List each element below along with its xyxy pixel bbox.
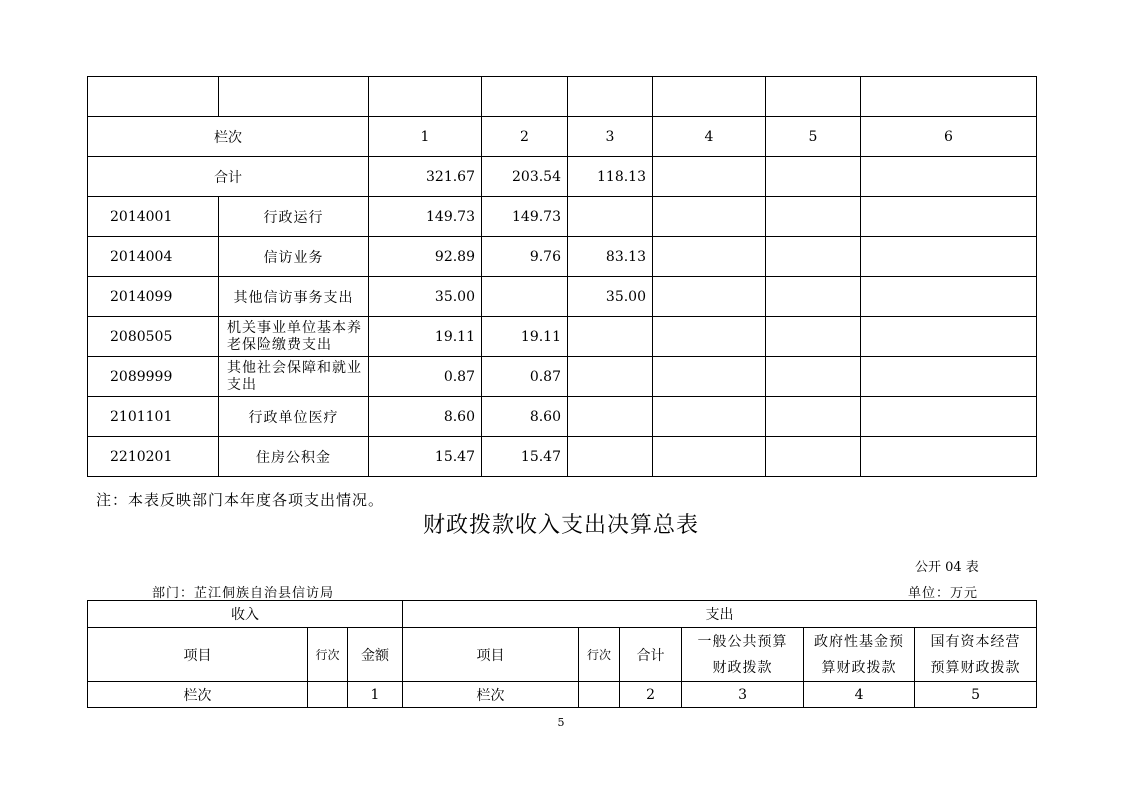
subject-code: 2101101 [88,397,219,437]
col-general-budget: 一般公共预算财政拨款 [682,628,804,682]
amount-cell: 9.76 [482,237,568,277]
total-value: 321.67 [369,157,482,197]
column-number: 1 [369,117,482,157]
total-value [766,157,861,197]
amount-cell [568,357,653,397]
summary-table [87,600,1037,708]
amount-cell [568,317,653,357]
expense-header: 支出 [403,601,1037,628]
subject-name: 其他信访事务支出 [219,277,369,317]
amount-cell: 15.47 [369,437,482,477]
total-value [653,157,766,197]
amount-cell [653,437,766,477]
table-row [88,397,1037,437]
amount-cell: 0.87 [482,357,568,397]
amount-cell [766,317,861,357]
subject-name: 机关事业单位基本养老保险缴费支出 [219,317,369,357]
table-row [88,277,1037,317]
column-number: 5 [766,117,861,157]
subject-name: 住房公积金 [219,437,369,477]
column-number-label: 栏次 [88,117,369,157]
column-number-row [88,117,1037,157]
amount-cell [482,277,568,317]
column-number: 3 [568,117,653,157]
amount-cell [861,237,1037,277]
total-row [88,157,1037,197]
subject-code: 2014004 [88,237,219,277]
num-amount: 1 [348,682,403,708]
total-value: 118.13 [568,157,653,197]
amount-cell [653,317,766,357]
amount-cell: 92.89 [369,237,482,277]
department-label: 部门：芷江侗族自治县信访局 [152,586,335,601]
col-total: 合计 [620,628,682,682]
amount-cell [653,237,766,277]
amount-cell [653,277,766,317]
subject-name: 行政运行 [219,197,369,237]
col-fund-budget: 政府性基金预算财政拨款 [804,628,915,682]
amount-cell: 149.73 [369,197,482,237]
amount-cell [653,357,766,397]
summary-header-row [88,601,1037,628]
subject-name: 其他社会保障和就业支出 [219,357,369,397]
amount-cell [766,437,861,477]
subject-code: 2014099 [88,277,219,317]
amount-cell [766,197,861,237]
page-title: 财政拨款收入支出决算总表 [422,513,699,538]
unit-label: 单位：万元 [908,586,979,601]
subject-name: 行政单位医疗 [219,397,369,437]
form-number: 公开 04 表 [915,560,979,575]
amount-cell [766,397,861,437]
total-value [861,157,1037,197]
subject-code: 2080505 [88,317,219,357]
num-fund: 4 [804,682,915,708]
amount-cell [653,397,766,437]
summary-column-row [88,628,1037,682]
col-amount: 金额 [348,628,403,682]
summary-number-row [88,682,1037,708]
amount-cell: 0.87 [369,357,482,397]
amount-cell [861,357,1037,397]
header-blank-row [88,77,1037,117]
total-label: 合计 [88,157,369,197]
amount-cell [861,397,1037,437]
subject-code: 2089999 [88,357,219,397]
column-number: 4 [653,117,766,157]
page-number: 5 [557,716,565,729]
col-item: 项目 [88,628,308,682]
amount-cell [766,357,861,397]
amount-cell: 35.00 [568,277,653,317]
row-label-expense: 栏次 [403,682,579,708]
table-row [88,237,1037,277]
amount-cell: 19.11 [369,317,482,357]
table-note: 注：本表反映部门本年度各项支出情况。 [96,491,385,509]
table-row [88,197,1037,237]
amount-cell [568,397,653,437]
subject-code: 2210201 [88,437,219,477]
income-header: 收入 [88,601,403,628]
col-line: 行次 [308,628,348,682]
amount-cell: 35.00 [369,277,482,317]
amount-cell [861,277,1037,317]
amount-cell [653,197,766,237]
col-item-expense: 项目 [403,628,579,682]
amount-cell [861,197,1037,237]
row-label: 栏次 [88,682,308,708]
amount-cell [861,437,1037,477]
amount-cell: 19.11 [482,317,568,357]
amount-cell [568,437,653,477]
col-state-capital: 国有资本经营预算财政拨款 [915,628,1037,682]
col-line-expense: 行次 [579,628,620,682]
column-number: 2 [482,117,568,157]
amount-cell: 15.47 [482,437,568,477]
column-number: 6 [861,117,1037,157]
table-row [88,437,1037,477]
subject-name: 信访业务 [219,237,369,277]
total-value: 203.54 [482,157,568,197]
table-row [88,317,1037,357]
subject-code: 2014001 [88,197,219,237]
amount-cell [861,317,1037,357]
expense-table [87,76,1037,477]
num-state: 5 [915,682,1037,708]
amount-cell: 83.13 [568,237,653,277]
amount-cell: 149.73 [482,197,568,237]
amount-cell [766,237,861,277]
amount-cell [766,277,861,317]
amount-cell: 8.60 [482,397,568,437]
table-row [88,357,1037,397]
num-general: 3 [682,682,804,708]
amount-cell: 8.60 [369,397,482,437]
num-total: 2 [620,682,682,708]
amount-cell [568,197,653,237]
